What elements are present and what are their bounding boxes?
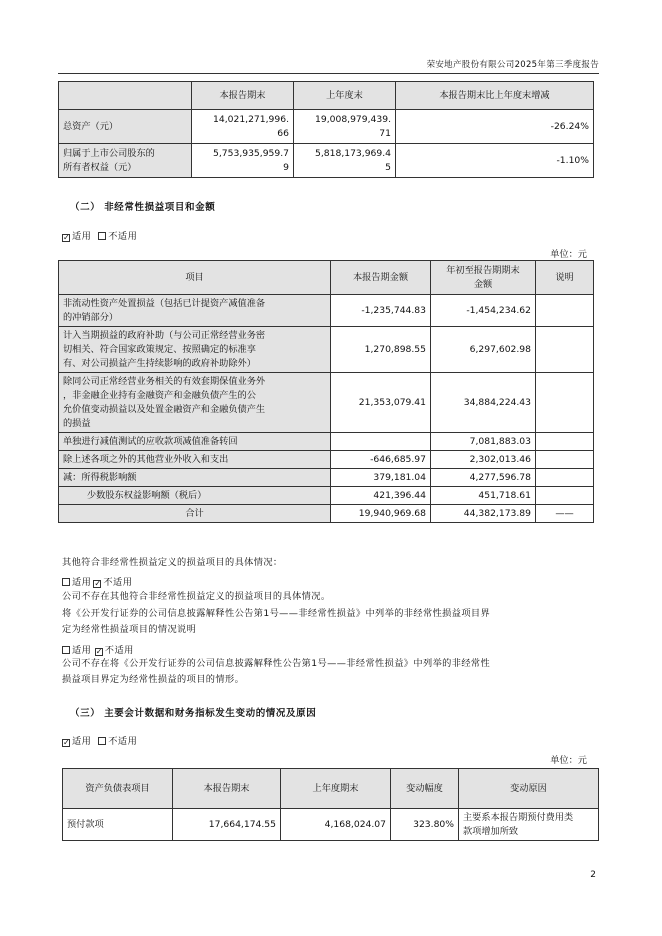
reclassification-text: 公司不存在将《公开发行证券的公司信息披露解释性公告第1号——非经常性损益》中列举的非经常性 损益项目界定为经常性损益的项目的情形。 <box>62 658 491 685</box>
unit-label: 单位：元 <box>550 249 587 260</box>
other-items-title: 其他符合非经常性损益定义的损益项目的具体情况： <box>62 557 283 568</box>
table1-header-change: 本报告期末比上年度末增减 <box>396 82 594 110</box>
cell-ytd: 4,277,596.78 <box>431 469 536 487</box>
applicability-options: ✓ 适用 不适用 <box>63 231 138 242</box>
checkbox-applicable[interactable] <box>62 578 70 586</box>
cell-note <box>536 373 594 433</box>
checkbox-applicable[interactable]: ✓ <box>63 738 71 747</box>
table3-cell-change: 323.80% <box>391 809 459 841</box>
cell-ytd: 2,302,013.46 <box>431 451 536 469</box>
table-row <box>59 487 594 505</box>
section3-applicability-options: ✓ 适用 不适用 <box>63 736 138 747</box>
cell-ytd: -1,454,234.62 <box>431 295 536 327</box>
cell-current: 1,270,898.55 <box>331 327 431 373</box>
table3-header-item: 资产负债表项目 <box>63 769 173 809</box>
cell-ytd: 44,382,173.89 <box>431 505 536 523</box>
table1-row-label: 总资产（元） <box>59 110 192 144</box>
table1-header-current: 本报告期末 <box>192 82 294 110</box>
cell-note <box>536 327 594 373</box>
table3-header-change: 变动幅度 <box>391 769 459 809</box>
row-label: 非流动性资产处置损益（包括已计提资产减值准备 的冲销部分） <box>59 295 331 327</box>
section-title: （三） 主要会计数据和财务指标发生变动的情况及原因 <box>70 708 317 719</box>
table3-cell-current: 17,664,174.55 <box>173 809 281 841</box>
header-ytd: 年初至报告期期末 金额 <box>431 261 536 295</box>
row-label: 合计 <box>59 505 331 523</box>
cell-note <box>536 451 594 469</box>
reclassification-note: 将《公开发行证券的公司信息披露解释性公告第1号——非经常性损益》中列举的非经常性损益项目界 定为经常性损益项目的情况说明 <box>62 608 491 635</box>
cell-ytd: 34,884,224.43 <box>431 373 536 433</box>
table1-header-blank <box>59 82 192 110</box>
table-row <box>59 327 594 373</box>
table3-header-prior: 上年度期末 <box>281 769 391 809</box>
checkbox-not-applicable[interactable] <box>98 737 106 745</box>
row-label: 除同公司正常经营业务相关的有效套期保值业务外 ，非金融企业持有金融资产和金融负债产生的公 允价值变动损益以及处置金融资产和金融负债产生 的损益 <box>59 373 331 433</box>
other-applicability-options: 适用 ✓ 不适用 <box>62 574 132 588</box>
checkbox-not-applicable[interactable] <box>98 232 106 240</box>
checkbox-applicable[interactable]: ✓ <box>63 233 71 242</box>
cell-ytd: 6,297,602.98 <box>431 327 536 373</box>
row-label: 单独进行减值测试的应收款项减值准备转回 <box>59 433 331 451</box>
row-label: 除上述各项之外的其他营业外收入和支出 <box>59 451 331 469</box>
table3-header-reason: 变动原因 <box>459 769 599 809</box>
cell-note: —— <box>536 505 594 523</box>
row-label: 计入当期损益的政府补助（与公司正常经营业务密 切相关、符合国家政策规定、按照确定的标准享 有、对公司损益产生持续影响的政府补助除外） <box>59 327 331 373</box>
cell-current: -1,235,744.83 <box>331 295 431 327</box>
row-label: 减：所得税影响额 <box>59 469 331 487</box>
cell-current: 421,396.44 <box>331 487 431 505</box>
table3-cell-prior: 4,168,024.07 <box>281 809 391 841</box>
unit-label: 单位：元 <box>550 755 587 766</box>
table1-header-prior: 上年度末 <box>294 82 396 110</box>
checkbox-applicable[interactable] <box>62 646 70 654</box>
cell-note <box>536 433 594 451</box>
table1-row-label: 归属于上市公司股东的 所有者权益（元） <box>59 144 192 178</box>
section-title: （二） 非经常性损益项目和金额 <box>70 202 216 213</box>
table-row <box>59 469 594 487</box>
header-note: 说明 <box>536 261 594 295</box>
header-current: 本报告期金额 <box>331 261 431 295</box>
checkbox-not-applicable[interactable]: ✓ <box>95 647 103 656</box>
balance-change-table <box>62 768 599 841</box>
cell-note <box>536 469 594 487</box>
table1-cell-prior: 5,818,173,969.4 5 <box>294 144 396 178</box>
table3-header-current: 本报告期末 <box>173 769 281 809</box>
cell-current: 21,353,079.41 <box>331 373 431 433</box>
table-row <box>59 505 594 523</box>
table1-cell-change: -26.24% <box>396 110 594 144</box>
cell-current: 379,181.04 <box>331 469 431 487</box>
table3-cell-item: 预付款项 <box>63 809 173 841</box>
cell-current <box>331 433 431 451</box>
cell-note <box>536 295 594 327</box>
table1-cell-current: 14,021,271,996. 66 <box>192 110 294 144</box>
balance-summary-table <box>58 81 594 178</box>
page-number: 2 <box>590 870 596 880</box>
non-recurring-items-table <box>58 260 594 523</box>
cell-current: 19,940,969.68 <box>331 505 431 523</box>
report-header: 荣安地产股份有限公司2025年第三季度报告 <box>426 60 599 70</box>
table-row <box>59 433 594 451</box>
table-row <box>59 295 594 327</box>
cell-current: -646,685.97 <box>331 451 431 469</box>
table1-cell-current: 5,753,935,959.7 9 <box>192 144 294 178</box>
reclass-applicability-options: 适用 ✓ 不适用 <box>62 642 134 656</box>
table-row <box>59 373 594 433</box>
cell-note <box>536 487 594 505</box>
row-label: 少数股东权益影响额（税后） <box>59 487 331 505</box>
table-row <box>59 451 594 469</box>
cell-ytd: 7,081,883.03 <box>431 433 536 451</box>
checkbox-not-applicable[interactable]: ✓ <box>94 579 102 588</box>
table1-cell-change: -1.10% <box>396 144 594 178</box>
cell-ytd: 451,718.61 <box>431 487 536 505</box>
header-rule <box>58 73 599 74</box>
other-items-text: 公司不存在其他符合非经常性损益定义的损益项目的具体情况。 <box>62 591 331 602</box>
table3-cell-reason: 主要系本报告期预付费用类 款项增加所致 <box>459 809 599 841</box>
table1-cell-prior: 19,008,979,439. 71 <box>294 110 396 144</box>
header-item: 项目 <box>59 261 331 295</box>
